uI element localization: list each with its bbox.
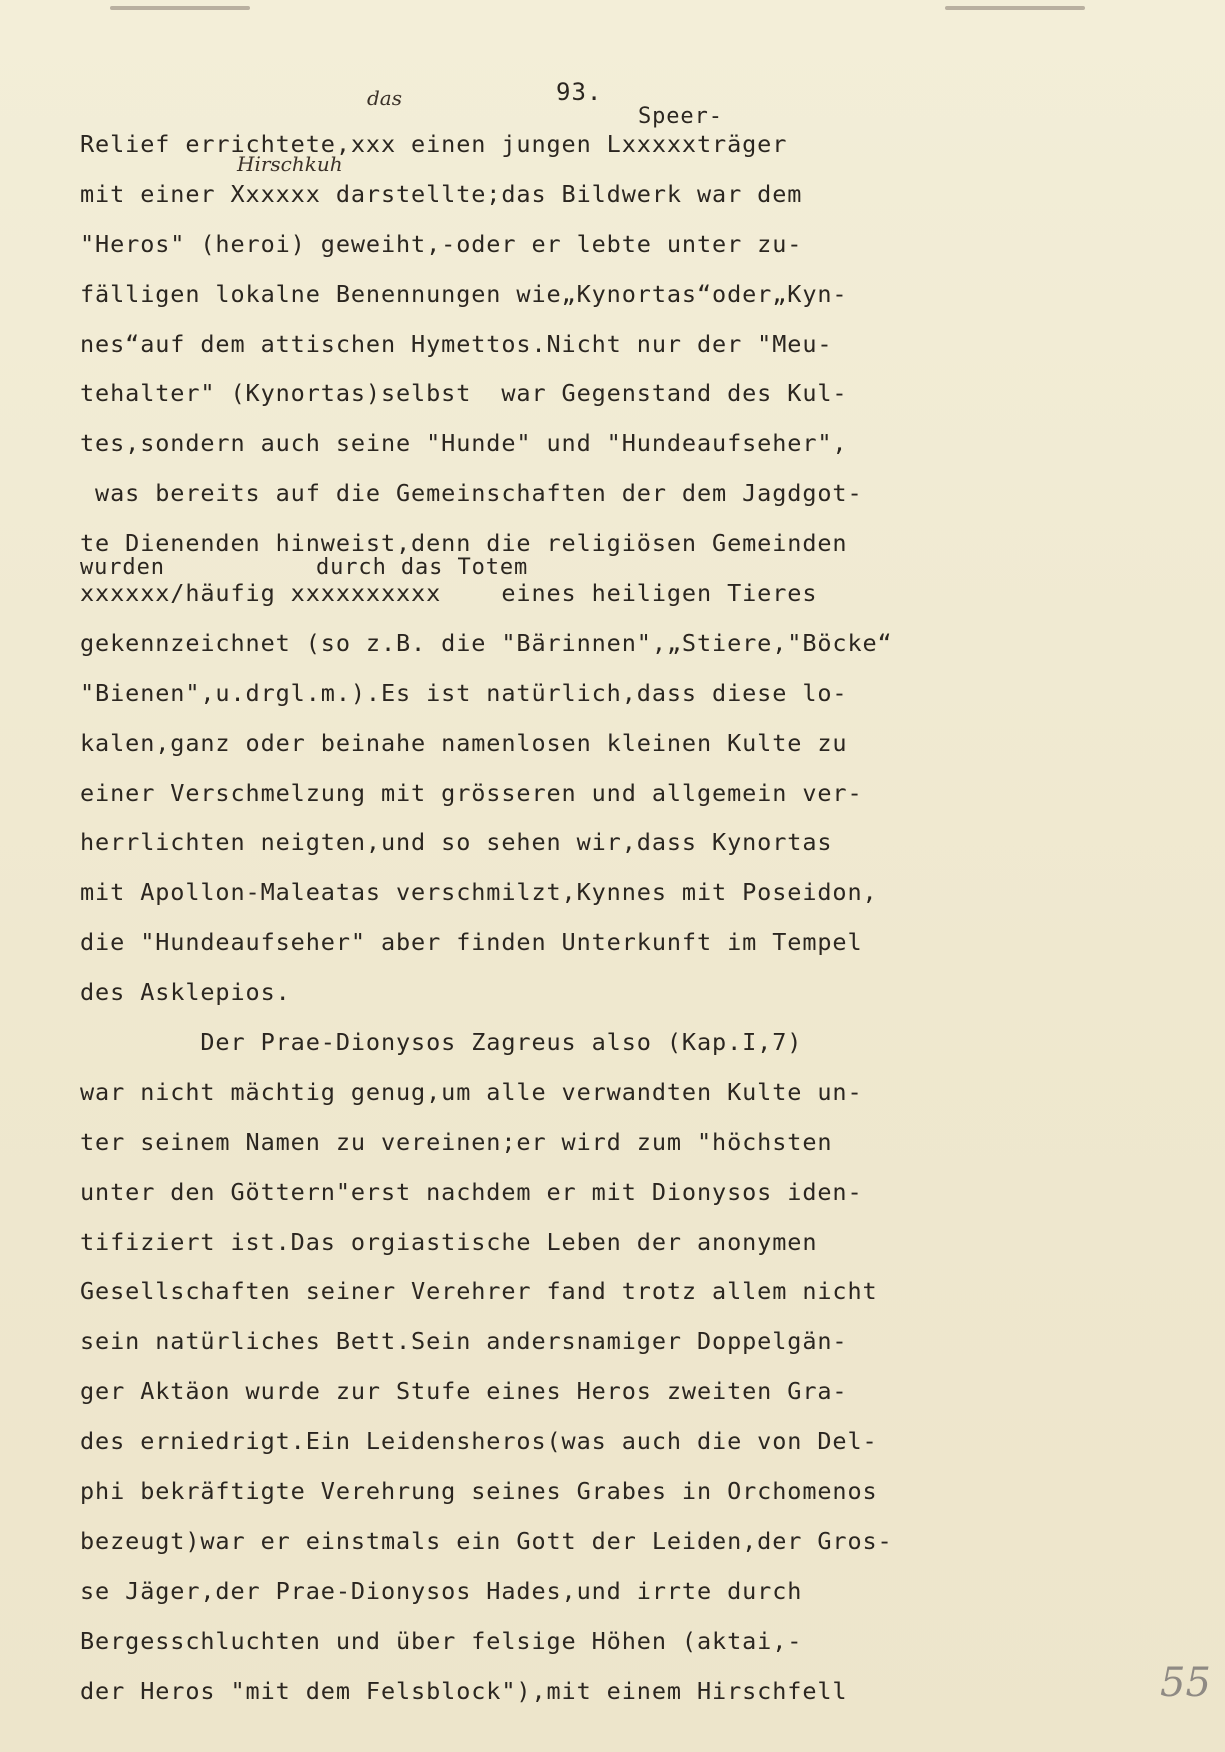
text-line: einer Verschmelzung mit grösseren und allgemein ver- [80, 778, 863, 807]
text-line: mit Apollon-Maleatas verschmilzt,Kynnes mit Poseidon, [80, 878, 878, 907]
text-line: Gesellschaften seiner Verehrer fand trotz allem nicht [80, 1277, 878, 1306]
text-line: herrlichten neigten,und so sehen wir,dass Kynortas [80, 828, 833, 857]
text-line: se Jäger,der Prae-Dionysos Hades,und irrte durch [80, 1576, 803, 1605]
text-line: xxxxxx/häufig xxxxxxxxxx eines heiligen Tieres [80, 579, 818, 608]
text-line: ter seinem Namen zu vereinen;er wird zum "höchsten [80, 1127, 833, 1156]
text-line: des Asklepios. [80, 978, 291, 1007]
text-line: te Dienenden hinweist,denn die religiösen Gemeinden [80, 529, 848, 558]
text-line: Der Prae-Dionysos Zagreus also (Kap.I,7) [80, 1028, 803, 1057]
text-line: "Bienen",u.drgl.m.).Es ist natürlich,dass diese lo- [80, 678, 848, 707]
text-line: tehalter" (Kynortas)selbst war Gegenstand des Kul- [80, 379, 848, 408]
text-line: mit einer Xxxxxx darstellte;das Bildwerk war dem [80, 179, 803, 208]
text-line: war nicht mächtig genug,um alle verwandten Kulte un- [80, 1077, 863, 1106]
text-line: der Heros "mit dem Felsblock"),mit einem Hirschfell [80, 1676, 848, 1705]
typed-insertion: durch das Totem [316, 555, 529, 580]
typed-insertion: wurden [80, 555, 165, 580]
text-line: was bereits auf die Gemeinschaften der dem Jagdgot- [80, 479, 863, 508]
text-line: bezeugt)war er einstmals ein Gott der Leiden,der Gros- [80, 1526, 893, 1555]
text-line: Relief errichtete,xxx einen jungen Lxxxxxträger [80, 130, 788, 158]
text-line: Bergesschluchten und über felsige Höhen (aktai,- [80, 1626, 803, 1655]
top-edge-mark [110, 6, 250, 10]
text-line: nes“auf dem attischen Hymettos.Nicht nur der "Meu- [80, 329, 833, 358]
text-line: unter den Göttern"erst nachdem er mit Dionysos iden- [80, 1177, 863, 1206]
margin-pencil-number: 55 [1160, 1660, 1211, 1706]
body-text [80, 120, 1140, 1717]
handwritten-insertion: das [367, 86, 402, 110]
text-line: ger Aktäon wurde zur Stufe eines Heros zweiten Gra- [80, 1377, 848, 1406]
text-line: des erniedrigt.Ein Leidensheros(was auch die von Del- [80, 1427, 878, 1456]
text-line: "Heros" (heroi) geweiht,-oder er lebte unter zu- [80, 229, 803, 258]
text-line: sein natürliches Bett.Sein andersnamiger Doppelgän- [80, 1327, 848, 1356]
text-line: fälligen lokalne Benennungen wie„Kynortas“oder„Kyn- [80, 279, 848, 308]
text-line: phi bekräftigte Verehrung seines Grabes in Orchomenos [80, 1477, 878, 1506]
text-line: gekennzeichnet (so z.B. die "Bärinnen",„Stiere,"Böcke“ [80, 628, 893, 657]
top-edge-mark [945, 6, 1085, 10]
text-line: kalen,ganz oder beinahe namenlosen kleinen Kulte zu [80, 728, 848, 757]
page-number: 93. [556, 78, 603, 106]
text-line: die "Hundeaufseher" aber finden Unterkunft im Tempel [80, 928, 863, 957]
text-line: tifiziert ist.Das orgiastische Leben der anonymen [80, 1227, 818, 1256]
text-line: tes,sondern auch seine "Hunde" und "Hundeaufseher", [80, 429, 848, 458]
typed-insertion: Speer- [638, 104, 723, 129]
handwritten-insertion: Hirschkuh [237, 152, 343, 176]
